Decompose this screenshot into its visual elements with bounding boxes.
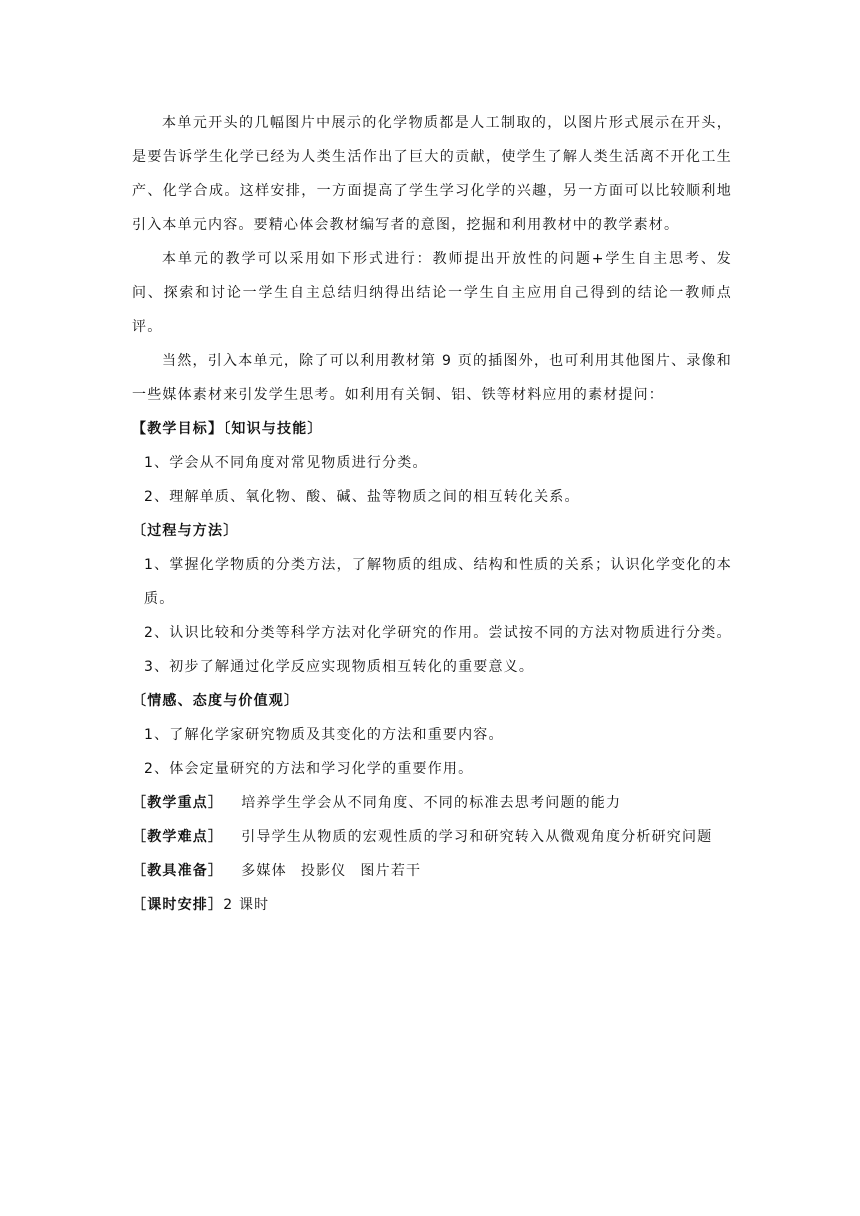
emotion-heading: 〔情感、态度与价值观〕 xyxy=(132,693,300,709)
key-points-label: ［教学重点］ xyxy=(132,795,224,811)
knowledge-item: 2、理解单质、氧化物、酸、碱、盐等物质之间的相互转化关系。 xyxy=(144,489,580,505)
difficulties-text: 引导学生从物质的宏观性质的学习和研究转入从微观角度分析研究问题 xyxy=(241,829,713,845)
teaching-aid-item: 投影仪 xyxy=(300,863,347,879)
key-points-row xyxy=(132,786,732,820)
schedule-label: ［课时安排］ xyxy=(132,897,224,913)
teaching-aids-label: ［教具准备］ xyxy=(132,863,224,879)
process-item: 3、初步了解通过化学反应实现物质相互转化的重要意义。 xyxy=(144,659,535,675)
process-item: 1、掌握化学物质的分类方法，了解物质的组成、结构和性质的关系；认识化学变化的本质。 xyxy=(144,557,732,607)
intro-paragraph: 本单元开头的几幅图片中展示的化学物质都是人工制取的，以图片形式展示在开头，是要告诉学生化学已经为人类生活作出了巨大的贡献，使学生了解人类生活离不开化工生产、化学合成。这样安排，一方面提高了学生学习化学的兴趣，另一方面可以比较顺利地引入本单元内容。要精心体会教材编写者的意图，挖掘和利用教材中的教学素材。 xyxy=(132,115,732,233)
intro-paragraph: 当然，引入本单元，除了可以利用教材第 9 页的插图外，也可利用其他图片、录像和一些媒体素材来引发学生思考。如利用有关铜、铝、铁等材料应用的素材提问： xyxy=(132,353,732,403)
emotion-item: 1、了解化学家研究物质及其变化的方法和重要内容。 xyxy=(144,727,504,743)
teaching-aids-row xyxy=(132,854,732,888)
process-heading: 〔过程与方法〕 xyxy=(132,523,239,539)
document-body xyxy=(132,106,732,922)
schedule-text: 2 课时 xyxy=(223,897,270,913)
intro-paragraph: 本单元的教学可以采用如下形式进行：教师提出开放性的问题+学生自主思考、发问、探索和讨论一学生自主总结归纳得出结论一学生自主应用自己得到的结论一教师点评。 xyxy=(132,251,732,335)
emotion-item: 2、体会定量研究的方法和学习化学的重要作用。 xyxy=(144,761,474,777)
knowledge-item: 1、学会从不同角度对常见物质进行分类。 xyxy=(144,455,428,471)
schedule-row xyxy=(132,888,732,922)
key-points-text: 培养学生学会从不同角度、不同的标准去思考问题的能力 xyxy=(241,795,622,811)
process-item: 2、认识比较和分类等科学方法对化学研究的作用。尝试按不同的方法对物质进行分类。 xyxy=(144,625,732,641)
difficulties-row xyxy=(132,820,732,854)
teaching-aid-item: 图片若干 xyxy=(360,863,422,879)
difficulties-label: ［教学难点］ xyxy=(132,829,224,845)
teaching-aid-item: 多媒体 xyxy=(241,863,287,879)
objectives-heading: 【教学目标】〔知识与技能〕 xyxy=(132,421,323,437)
